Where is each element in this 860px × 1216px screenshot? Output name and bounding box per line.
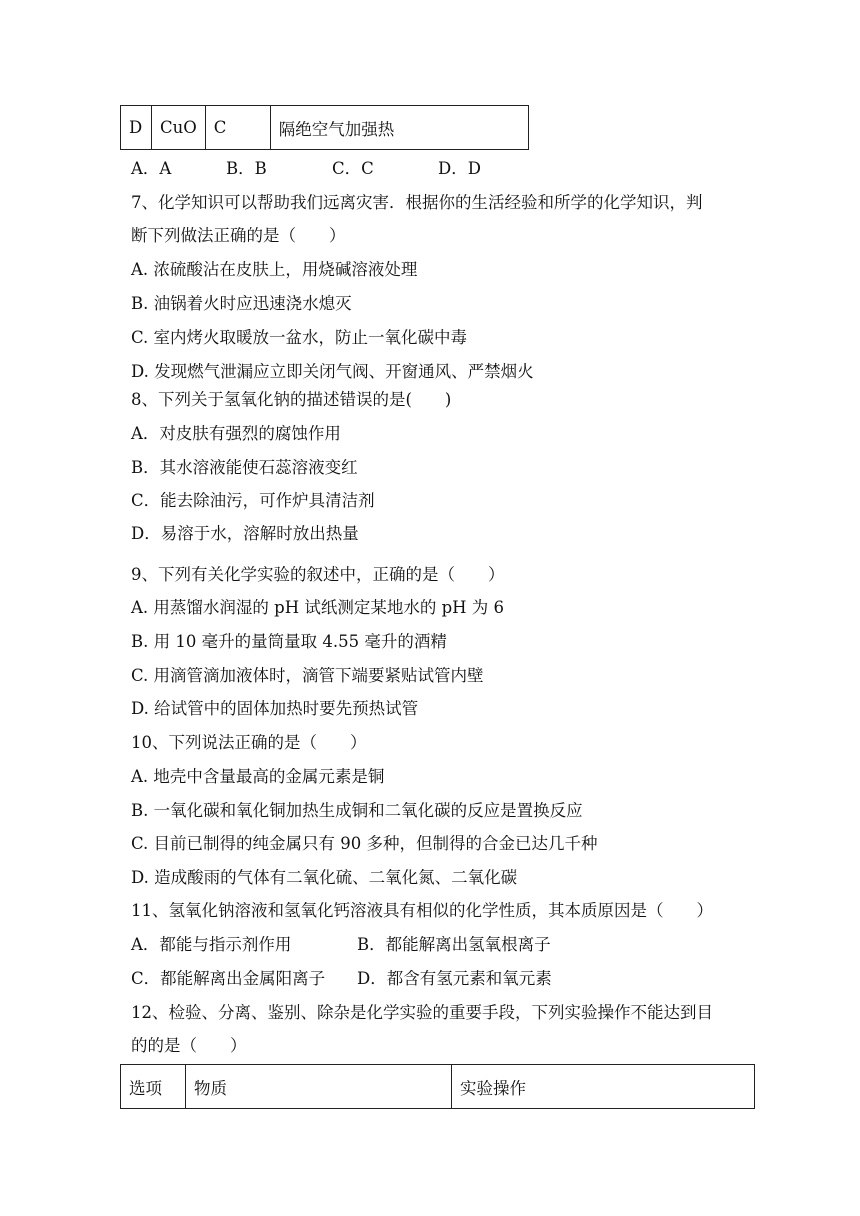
question-8-option-c: C．能去除油污，可作炉具清洁剂 (131, 491, 375, 510)
table-row (121, 106, 529, 150)
question-7-stem: 7、化学知识可以帮助我们远离灾害．根据你的生活经验和所学的化学知识，判 (131, 193, 703, 212)
question-7-option-b: B. 油锅着火时应迅速浇水熄灭 (131, 294, 352, 313)
question-8-option-b: B．其水溶液能使石蕊溶液变红 (131, 458, 358, 477)
question-11-stem: 11、氢氧化钠溶液和氢氧化钙溶液具有相似的化学性质，其本质原因是（ ） (131, 901, 713, 920)
option-c: C．C (332, 159, 374, 178)
question-10-option-c: C. 目前已制得的纯金属只有 90 多种，但制得的合金已达几千种 (131, 834, 598, 853)
table-header-cell: 物质 (186, 1065, 452, 1109)
table-cell: CuO (152, 106, 206, 150)
question-10-option-a: A. 地壳中含量最高的金属元素是铜 (131, 767, 385, 786)
question-12-stem: 12、检验、分离、鉴别、除杂是化学实验的重要手段，下列实验操作不能达到目 (131, 1003, 713, 1022)
question-7-option-d: D. 发现燃气泄漏应立即关闭气阀、开窗通风、严禁烟火 (131, 362, 534, 381)
question-12-table (120, 1064, 755, 1109)
question-6-table-fragment (120, 105, 529, 150)
option-c: C．都能解离出金属阳离子 (131, 969, 326, 988)
question-9-option-d: D. 给试管中的固体加热时要先预热试管 (131, 699, 419, 718)
question-9-option-b: B. 用 10 毫升的量筒量取 4.55 毫升的酒精 (131, 632, 447, 651)
option-d: D．D (438, 159, 481, 178)
question-11-options-row-1 (131, 934, 551, 956)
option-d: D．都含有氢元素和氧元素 (357, 969, 552, 988)
question-12-stem: 的的是（ ） (131, 1036, 247, 1055)
option-b: B．B (226, 159, 267, 178)
question-10-option-b: B. 一氧化碳和氧化铜加热生成铜和二氧化碳的反应是置换反应 (131, 801, 583, 820)
option-a: A．都能与指示剂作用 (131, 935, 292, 954)
table-cell: C (205, 106, 270, 150)
question-10-option-d: D. 造成酸雨的气体有二氧化硫、二氧化氮、二氧化碳 (131, 868, 518, 887)
table-cell: D (121, 106, 152, 150)
question-6-options (131, 158, 481, 180)
question-9-option-c: C. 用滴管滴加液体时，滴管下端要紧贴试管内壁 (131, 666, 484, 685)
option-b: B．都能解离出氢氧根离子 (357, 935, 551, 954)
question-8-stem: 8、下列关于氢氧化钠的描述错误的是( ) (131, 390, 452, 409)
question-9-option-a: A. 用蒸馏水润湿的 pH 试纸测定某地水的 pH 为 6 (131, 598, 505, 617)
question-8-option-a: A．对皮肤有强烈的腐蚀作用 (131, 424, 341, 443)
question-7-option-c: C. 室内烤火取暖放一盆水，防止一氧化碳中毒 (131, 328, 468, 347)
table-header-row (121, 1065, 755, 1109)
table-header-cell: 实验操作 (452, 1065, 755, 1109)
table-cell: 隔绝空气加强热 (270, 106, 528, 150)
option-a: A．A (131, 159, 172, 178)
question-9-stem: 9、下列有关化学实验的叙述中，正确的是（ ） (131, 565, 505, 584)
question-7-option-a: A. 浓硫酸沾在皮肤上，用烧碱溶液处理 (131, 260, 418, 279)
question-8-option-d: D．易溶于水，溶解时放出热量 (131, 524, 359, 543)
question-11-options-row-2 (131, 968, 552, 990)
question-10-stem: 10、下列说法正确的是（ ） (131, 733, 367, 752)
question-7-stem: 断下列做法正确的是（ ） (131, 226, 346, 245)
table-header-cell: 选项 (121, 1065, 186, 1109)
